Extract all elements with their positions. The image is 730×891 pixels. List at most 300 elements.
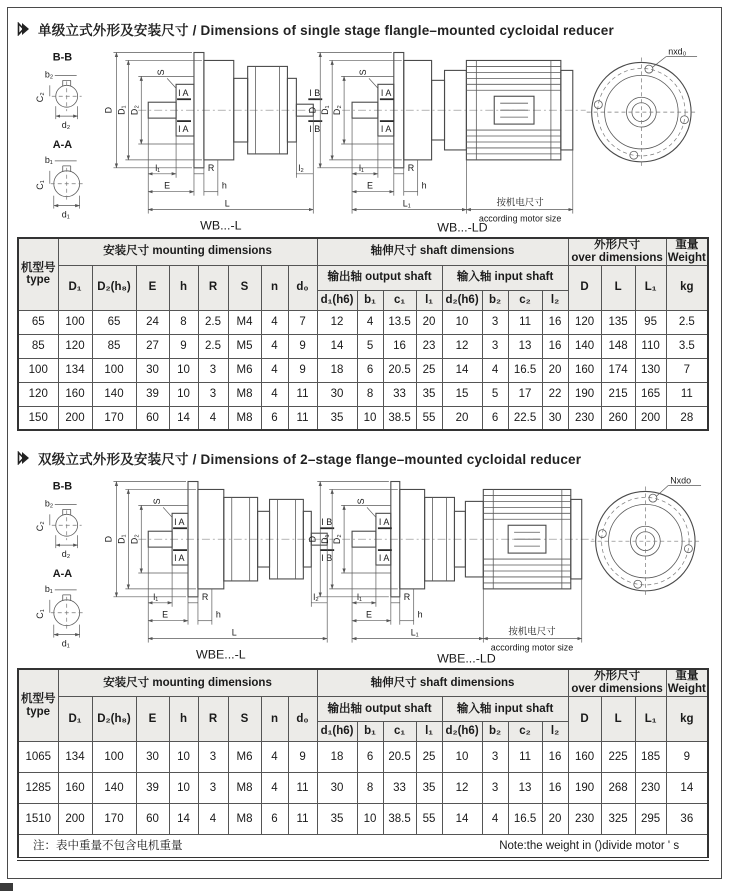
value-cell: 140 [92, 382, 136, 406]
bb-label: B-B [52, 480, 73, 493]
header-weight-group: 重量 Weight [666, 238, 708, 265]
value-cell: 30 [317, 382, 357, 406]
value-cell: 230 [635, 773, 666, 804]
value-cell: 165 [635, 382, 666, 406]
label-D1: D₁ [116, 105, 127, 115]
value-cell: 10 [442, 310, 482, 334]
header-col-l2: l₂ [542, 290, 568, 310]
value-cell: 24 [136, 310, 169, 334]
value-cell: 11 [288, 382, 317, 406]
table-row [18, 334, 708, 358]
table-row [18, 406, 708, 430]
header-col-c2: c₂ [508, 722, 542, 742]
label-c2: C₂ [34, 521, 45, 532]
value-cell: 65 [92, 310, 136, 334]
value-cell: 23 [416, 334, 442, 358]
header-col-R: R [198, 265, 228, 310]
header-input-shaft: 输入轴 input shaft [442, 697, 568, 722]
label-l1: l₁ [153, 592, 159, 603]
header-model-type: 机型号 type [18, 238, 58, 310]
motor-size-note-cn: 按机电尺寸 [496, 197, 544, 209]
value-cell: 30 [136, 742, 169, 773]
label-IB-bottom: I B [321, 553, 333, 564]
value-cell: 215 [601, 382, 635, 406]
value-cell: 12 [442, 334, 482, 358]
label-S: S [355, 498, 366, 505]
note-en: Note:the weight in ()divide motor ' s [499, 839, 680, 852]
label-l1: l₁ [359, 162, 365, 173]
value-cell: 135 [601, 310, 635, 334]
label-D2: D₂ [332, 105, 343, 116]
label-h: h [221, 180, 227, 191]
value-cell: 10 [169, 382, 198, 406]
value-cell: 134 [58, 358, 92, 382]
label-R: R [201, 592, 209, 603]
label-E: E [162, 609, 169, 620]
note-cn: 注：表中重量不包含电机重量 [33, 839, 183, 852]
value-cell: 22.5 [508, 406, 542, 430]
value-cell: 17 [508, 382, 542, 406]
label-S: S [357, 69, 368, 76]
value-cell: 39 [136, 382, 169, 406]
value-cell: 4 [482, 804, 508, 835]
header-col-b2: b₂ [482, 722, 508, 742]
value-cell: 55 [416, 406, 442, 430]
value-cell: 11 [508, 310, 542, 334]
value-cell: 11 [288, 406, 317, 430]
label-c1: C₁ [34, 180, 45, 190]
value-cell: 20 [442, 406, 482, 430]
label-IB-top: I B [309, 88, 321, 99]
detail-section-aa [35, 139, 83, 220]
header-mounting-group: 安装尺寸 mounting dimensions [58, 238, 317, 265]
value-cell: 35 [317, 406, 357, 430]
value-cell: 13.5 [383, 310, 416, 334]
flange-view [591, 476, 701, 596]
value-cell: 25 [416, 358, 442, 382]
header-col-c1: c₁ [383, 290, 416, 310]
label-l1: l₁ [155, 162, 161, 173]
value-cell: 9 [169, 334, 198, 358]
header-col-d1h6: d₁(h6) [317, 290, 357, 310]
value-cell: 30 [136, 358, 169, 382]
value-cell: 4 [198, 804, 228, 835]
value-cell: 2.5 [198, 310, 228, 334]
page-frame [7, 7, 722, 879]
value-cell: 120 [58, 334, 92, 358]
value-cell: 16 [542, 310, 568, 334]
table-row [18, 742, 708, 773]
header-col-D: D [568, 265, 601, 310]
header-input-shaft: 输入轴 input shaft [442, 265, 568, 290]
label-IA-bottom: I A [380, 124, 392, 135]
table-row [18, 310, 708, 334]
value-cell: 12 [317, 310, 357, 334]
value-cell: 100 [58, 310, 92, 334]
value-cell: 225 [601, 742, 635, 773]
value-cell: 174 [601, 358, 635, 382]
value-cell: 130 [635, 358, 666, 382]
aa-label: A-A [52, 138, 73, 151]
label-D: D [103, 536, 114, 543]
label-IB-top: I B [321, 517, 333, 528]
page-corner-mark [0, 883, 13, 891]
bolt-holes-label: Nxdo [670, 475, 692, 486]
value-cell: 14 [442, 804, 482, 835]
motor-size-note-en: according motor size [490, 642, 574, 653]
value-cell: 190 [568, 382, 601, 406]
label-b2: b₂ [44, 498, 54, 509]
value-cell: 4 [261, 310, 288, 334]
value-cell: 190 [568, 773, 601, 804]
value-cell: 4 [357, 310, 383, 334]
value-cell: 120 [568, 310, 601, 334]
header-col-b1: b₁ [357, 290, 383, 310]
label-d1: d₁ [61, 638, 70, 649]
value-cell: M8 [228, 406, 261, 430]
value-cell: 10 [357, 804, 383, 835]
label-R: R [207, 162, 215, 173]
aa-label: A-A [52, 568, 73, 581]
detail-section-bb [35, 481, 82, 560]
value-cell: 30 [317, 773, 357, 804]
value-cell: 27 [136, 334, 169, 358]
value-cell: 7 [666, 358, 708, 382]
header-mounting-group: 安装尺寸 mounting dimensions [58, 669, 317, 696]
value-cell: 11 [508, 742, 542, 773]
section1-title-text: 单级立式外形及安装尺寸 / Dimensions of single stage flangle–mounted cycloidal reducer [38, 23, 614, 38]
label-L: L [231, 627, 237, 638]
value-cell: 230 [568, 804, 601, 835]
label-l2: l₂ [298, 162, 304, 173]
header-over-group: 外形尺寸 over dimensions [568, 238, 666, 265]
value-cell: 170 [92, 804, 136, 835]
header-col-b2: b₂ [482, 290, 508, 310]
value-cell: 18 [317, 358, 357, 382]
value-cell: M6 [228, 358, 261, 382]
value-cell: 16 [542, 773, 568, 804]
value-cell: 230 [568, 406, 601, 430]
detail-section-aa [35, 568, 83, 649]
value-cell: 16 [383, 334, 416, 358]
value-cell: 160 [58, 382, 92, 406]
value-cell: 13 [508, 334, 542, 358]
label-D2: D₂ [129, 105, 140, 116]
label-D: D [103, 106, 114, 114]
value-cell: 9 [288, 334, 317, 358]
value-cell: 39 [136, 773, 169, 804]
value-cell: 13 [508, 773, 542, 804]
header-output-shaft: 输出轴 output shaft [317, 697, 442, 722]
value-cell: 100 [92, 358, 136, 382]
label-L: L [224, 198, 230, 209]
label-D1: D₁ [320, 105, 331, 115]
value-cell: M8 [228, 804, 261, 835]
value-cell: 9 [288, 742, 317, 773]
value-cell: 10 [169, 358, 198, 382]
value-cell: 7 [288, 310, 317, 334]
header-col-L1: L₁ [635, 697, 666, 742]
value-cell: 25 [416, 742, 442, 773]
value-cell: 10 [169, 773, 198, 804]
header-shaft-group: 轴伸尺寸 shaft dimensions [317, 238, 568, 265]
model-type-cell: 100 [18, 358, 58, 382]
value-cell: 33 [383, 773, 416, 804]
header-output-shaft: 输出轴 output shaft [317, 265, 442, 290]
value-cell: 38.5 [383, 804, 416, 835]
value-cell: 2.5 [666, 310, 708, 334]
header-col-S: S [228, 697, 261, 742]
value-cell: 8 [357, 773, 383, 804]
section1-title [17, 16, 712, 42]
value-cell: 3 [482, 742, 508, 773]
value-cell: 6 [261, 406, 288, 430]
value-cell: 9 [288, 358, 317, 382]
flange-view [587, 46, 697, 166]
value-cell: 3 [482, 310, 508, 334]
label-b1: b₁ [44, 154, 53, 165]
table-row [18, 358, 708, 382]
value-cell: M5 [228, 334, 261, 358]
header-col-D2h8: D₂(h₈) [92, 697, 136, 742]
value-cell: 5 [482, 382, 508, 406]
model-type-cell: 65 [18, 310, 58, 334]
header-col-n: n [261, 697, 288, 742]
drawing-two-stage [17, 473, 707, 665]
value-cell: 4 [198, 406, 228, 430]
header-model-type: 机型号 type [18, 669, 58, 741]
value-cell: 140 [568, 334, 601, 358]
value-cell: 110 [635, 334, 666, 358]
caption-wbe-ld: WBE...-LD [437, 651, 496, 666]
bb-label: B-B [52, 51, 73, 64]
value-cell: 4 [261, 382, 288, 406]
header-col-L1: L₁ [635, 265, 666, 310]
value-cell: 4 [261, 334, 288, 358]
value-cell: 3 [198, 742, 228, 773]
value-cell: 20 [542, 804, 568, 835]
model-type-cell: 1065 [18, 742, 58, 773]
header-col-d1h6: d₁(h6) [317, 722, 357, 742]
value-cell: 15 [442, 382, 482, 406]
value-cell: 11 [288, 804, 317, 835]
value-cell: 4 [261, 773, 288, 804]
label-D1: D₁ [116, 534, 127, 545]
label-c1: C₁ [34, 609, 45, 619]
value-cell: 3.5 [666, 334, 708, 358]
value-cell: 35 [416, 773, 442, 804]
caption-wb-ld: WB...-LD [437, 220, 488, 234]
value-cell: 268 [601, 773, 635, 804]
header-col-D: D [568, 697, 601, 742]
label-E: E [164, 180, 171, 191]
label-d1: d₁ [61, 209, 70, 220]
value-cell: 60 [136, 804, 169, 835]
label-l1: l₁ [357, 592, 363, 603]
view-wb-ld [307, 53, 585, 234]
value-cell: 85 [92, 334, 136, 358]
label-L1: L₁ [410, 627, 419, 638]
detail-section-bb [35, 51, 82, 130]
label-IA-bottom: I A [378, 553, 390, 564]
label-R: R [403, 592, 411, 603]
label-IA-bottom: I A [178, 124, 189, 135]
label-R: R [407, 162, 415, 173]
value-cell: 6 [482, 406, 508, 430]
section-marker-icon [17, 451, 31, 465]
header-col-c1: c₁ [383, 722, 416, 742]
value-cell: 10 [442, 742, 482, 773]
value-cell: 9 [666, 742, 708, 773]
header-over-group: 外形尺寸 over dimensions [568, 669, 666, 696]
header-col-kg: kg [666, 265, 708, 310]
value-cell: 16 [542, 334, 568, 358]
value-cell: 6 [357, 358, 383, 382]
label-L1: L₁ [402, 198, 411, 209]
value-cell: 6 [357, 742, 383, 773]
drawing-single-stage [17, 44, 707, 234]
value-cell: 35 [416, 382, 442, 406]
value-cell: 14 [317, 334, 357, 358]
header-col-D1: D₁ [58, 265, 92, 310]
label-D: D [307, 106, 318, 114]
header-col-D2h8: D₂(h₈) [92, 265, 136, 310]
two-stage-dimensions-table [17, 668, 709, 861]
value-cell: 55 [416, 804, 442, 835]
caption-wb-l: WB...-L [200, 218, 242, 233]
value-cell: 6 [261, 804, 288, 835]
value-cell: 14 [666, 773, 708, 804]
header-col-E: E [136, 265, 169, 310]
value-cell: 28 [666, 406, 708, 430]
value-cell: 16 [542, 742, 568, 773]
value-cell: 14 [442, 358, 482, 382]
label-D1: D₁ [320, 534, 331, 545]
section2-title [17, 445, 712, 471]
header-col-l2: l₂ [542, 722, 568, 742]
value-cell: 3 [482, 773, 508, 804]
value-cell: 3 [482, 334, 508, 358]
value-cell: 5 [357, 334, 383, 358]
label-IA-top: I A [174, 517, 185, 528]
label-E: E [366, 180, 373, 191]
label-E: E [365, 609, 372, 620]
bolt-holes-label: nxd₀ [668, 46, 687, 57]
value-cell: 20.5 [383, 742, 416, 773]
value-cell: 30 [542, 406, 568, 430]
label-D2: D₂ [129, 534, 140, 545]
model-type-cell: 120 [18, 382, 58, 406]
value-cell: 14 [169, 406, 198, 430]
value-cell: 11 [666, 382, 708, 406]
value-cell: 8 [357, 382, 383, 406]
header-col-E: E [136, 697, 169, 742]
section-marker-icon [17, 22, 31, 36]
value-cell: 140 [92, 773, 136, 804]
value-cell: 295 [635, 804, 666, 835]
header-col-S: S [228, 265, 261, 310]
value-cell: 4 [261, 358, 288, 382]
value-cell: 3 [198, 773, 228, 804]
value-cell: 10 [357, 406, 383, 430]
header-col-D1: D₁ [58, 697, 92, 742]
label-IA-top: I A [178, 88, 189, 99]
value-cell: 148 [601, 334, 635, 358]
label-d2: d₂ [61, 120, 71, 131]
header-col-d0: d₀ [288, 265, 317, 310]
value-cell: 20 [416, 310, 442, 334]
label-D2: D₂ [332, 534, 343, 545]
value-cell: 36 [666, 804, 708, 835]
value-cell: 22 [542, 382, 568, 406]
value-cell: 2.5 [198, 334, 228, 358]
value-cell: 185 [635, 742, 666, 773]
header-col-kg: kg [666, 697, 708, 742]
header-col-R: R [198, 697, 228, 742]
motor-size-note-cn: 按机电尺寸 [508, 626, 556, 638]
header-col-l1: l₁ [416, 290, 442, 310]
header-col-h: h [169, 697, 198, 742]
value-cell: 200 [58, 804, 92, 835]
label-IB-bottom: I B [309, 124, 321, 135]
label-b2: b₂ [44, 69, 54, 80]
label-S: S [152, 498, 163, 505]
label-h: h [417, 609, 423, 620]
label-h: h [215, 609, 221, 620]
table-row [18, 382, 708, 406]
value-cell: 4 [261, 742, 288, 773]
table-row [18, 773, 708, 804]
value-cell: M8 [228, 382, 261, 406]
label-IA-top: I A [380, 88, 392, 99]
value-cell: 4 [482, 358, 508, 382]
label-S: S [156, 69, 167, 76]
value-cell: 12 [442, 773, 482, 804]
label-D: D [307, 536, 318, 543]
model-type-cell: 1510 [18, 804, 58, 835]
value-cell: 35 [317, 804, 357, 835]
value-cell: 160 [568, 742, 601, 773]
header-col-L: L [601, 265, 635, 310]
value-cell: 3 [198, 382, 228, 406]
value-cell: 200 [58, 406, 92, 430]
label-l2: l₂ [313, 592, 319, 603]
label-IA-bottom: I A [174, 553, 185, 564]
value-cell: 134 [58, 742, 92, 773]
table-row [18, 804, 708, 835]
header-shaft-group: 轴伸尺寸 shaft dimensions [317, 669, 568, 696]
value-cell: 11 [288, 773, 317, 804]
header-col-c2: c₂ [508, 290, 542, 310]
value-cell: 14 [169, 804, 198, 835]
value-cell: 60 [136, 406, 169, 430]
value-cell: 95 [635, 310, 666, 334]
view-wbe-l [103, 482, 335, 662]
header-weight-group: 重量 Weight [666, 669, 708, 696]
value-cell: 160 [568, 358, 601, 382]
model-type-cell: 150 [18, 406, 58, 430]
header-col-L: L [601, 697, 635, 742]
value-cell: 38.5 [383, 406, 416, 430]
motor-size-note-en: according motor size [478, 213, 562, 224]
header-col-n: n [261, 265, 288, 310]
value-cell: M6 [228, 742, 261, 773]
value-cell: 260 [601, 406, 635, 430]
label-c2: C₂ [34, 92, 45, 103]
note-row [18, 835, 708, 860]
label-h: h [421, 180, 427, 191]
header-col-d0: d₀ [288, 697, 317, 742]
